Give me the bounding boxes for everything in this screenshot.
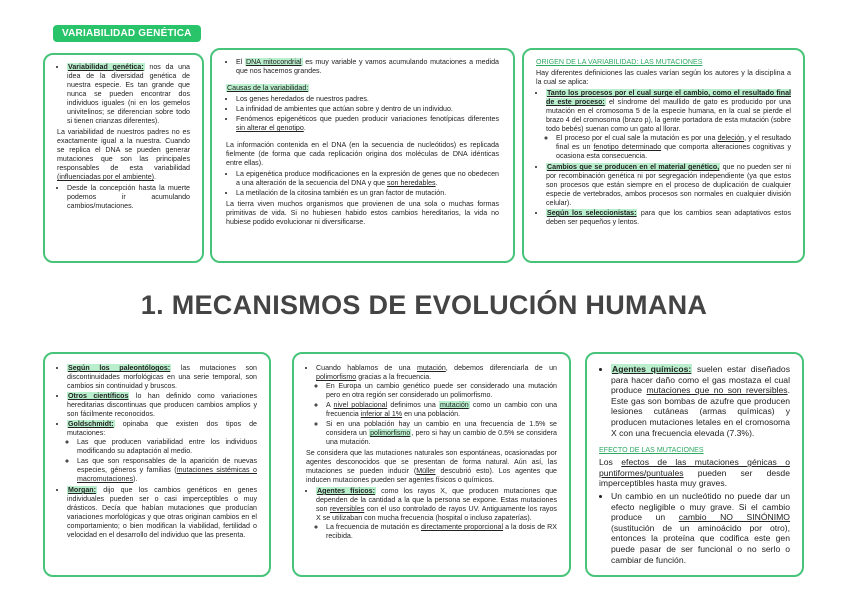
highlight-term: Tanto los procesos por el cual surge el cambio, como el resultado final de este proceso: bbox=[546, 89, 791, 106]
text: nos da una idea de la diversidad genética de nuestra especie. Es tan grande que nunca se pueden encontrar dos individuos iguales (ni en los gemelos univitelinos; se diferencian sobre todo si tienen crianzas diferentes). bbox=[67, 63, 191, 125]
underlined-text: Müller bbox=[416, 467, 436, 475]
list-item bbox=[546, 89, 791, 161]
list bbox=[536, 89, 791, 227]
list bbox=[57, 364, 257, 540]
list-item: • Desde la concepción hasta la muerte podemos ir acumulando cambios/mutaciones. bbox=[67, 184, 190, 211]
underlined-text: reversibles bbox=[329, 505, 365, 513]
list-item: ◦ En Europa un cambio genético puede ser considerado una mutación pero en otra región ser considerado un polimorfismo. bbox=[326, 382, 557, 400]
text: con el uso controlado de rayos UV. Antiguamente los rayos X se utilizaban con mucha frecuencia (hospital o incluso zapaterías). bbox=[316, 505, 557, 522]
text: ). bbox=[133, 475, 138, 483]
highlight-term: DNA mitocondrial bbox=[246, 58, 302, 66]
highlight-term: Cambios que se producen en el material genético, bbox=[547, 163, 720, 171]
sub-list bbox=[546, 134, 791, 161]
list bbox=[306, 364, 557, 447]
card-heading: ORIGEN DE LA VARIABILIDAD: LAS MUTACIONES bbox=[536, 58, 703, 66]
list-item bbox=[77, 457, 257, 484]
highlight-term: Causas de la variabilidad: bbox=[227, 84, 309, 92]
text: que no pueden ser ni por recombinación genética ni por segregación independiente (ya que estos son procesos que están siempre en el proceso de duplicación de cualquier especie de vertebrados, ambos procesos son normales en cualquier división celular). bbox=[546, 163, 791, 207]
underlined-text: polimorfismo bbox=[316, 373, 357, 381]
text: Las que son responsables de la aparición de nuevas especies, géneros y familias ( bbox=[77, 457, 257, 474]
list-item bbox=[611, 491, 790, 565]
list-item bbox=[67, 420, 257, 484]
paragraph: Hay diferentes definiciones las cuales varían según los autores y la disciplina a la cual se aplica: bbox=[536, 69, 791, 86]
list bbox=[226, 95, 499, 133]
paragraph bbox=[57, 128, 190, 182]
highlight-term: Morgan: bbox=[68, 486, 96, 494]
list-item bbox=[67, 364, 257, 391]
list-item bbox=[236, 58, 499, 76]
text: , pero si hay un cambio de 0.5% se considera una mutación. bbox=[326, 429, 557, 446]
text: La variabilidad de nuestros padres no es exactamente igual a la nuestra. Cuando se replica el DNA se pueden generar mutaciones que son las principales responsables de esta variabilidad bbox=[57, 128, 190, 172]
text: Si en una población hay un cambio en una frecuencia de 1.5% se considera un bbox=[326, 420, 557, 437]
text: , y el resultado final es un bbox=[556, 134, 791, 151]
underlined-text: deleción bbox=[717, 134, 745, 142]
text: Fenómenos epigenéticos que pueden producir variaciones fenotípicas diferentes bbox=[236, 115, 499, 123]
text: Cuando hablamos de una bbox=[316, 364, 417, 372]
underlined-text: inferior al 1% bbox=[360, 410, 403, 418]
highlight-term: Goldschmidt: bbox=[68, 420, 114, 428]
section-tag: VARIABILIDAD GENÉTICA bbox=[53, 25, 201, 42]
text: . bbox=[303, 124, 306, 132]
list-item: ◦ Las que producen variabilidad entre los individuos modificando su adaptación al medio. bbox=[77, 438, 257, 456]
underlined-text: mutaciones que no son reversibles bbox=[646, 385, 788, 396]
text: La frecuencia de mutación es bbox=[326, 523, 421, 531]
text: Se considera que las mutaciones naturales son espontáneas, ocasionadas por agentes desconocidos que se presentan de forma natural. Aún así, las mutaciones se pueden inducir ( bbox=[306, 449, 557, 475]
text: suelen estar diseñados para hacer daño como el gas mostaza el cual produce bbox=[611, 364, 790, 396]
list-item bbox=[316, 364, 557, 447]
list-item bbox=[546, 209, 791, 227]
underlined-text: nivel poblacional bbox=[333, 401, 388, 409]
text: Los bbox=[599, 457, 622, 468]
highlight-term: Agentes químicos: bbox=[612, 364, 692, 374]
list-item bbox=[236, 115, 499, 133]
underlined-text: efectos de las mutaciones génicas o puntiformes/puntuales bbox=[599, 457, 790, 478]
list-item bbox=[67, 392, 257, 419]
highlight-term: Agentes físicos: bbox=[317, 487, 375, 495]
list bbox=[226, 58, 499, 76]
text: que comporta alteraciones cognitivas y ocasiona esta consecuencia. bbox=[556, 143, 791, 160]
text: a la dosis de RX recibida. bbox=[326, 523, 557, 540]
card-chemical-agents bbox=[585, 352, 804, 577]
text: es muy variable y vamos acumulando mutaciones a medida que nos hacemos grandes. bbox=[236, 58, 499, 75]
underlined-text: mutación bbox=[416, 364, 446, 372]
text: La epigenética produce modificaciones en la expresión de genes que no obedecen a una alteración de la secuencia del DNA y que bbox=[236, 170, 499, 187]
underlined-text: sin alterar el genotipo bbox=[236, 124, 304, 132]
text: (sustitución de un aminoácido por otro), entonces la proteína que codifica este gen puede pasar de ser funcional o no serlo o cambiar de función. bbox=[611, 522, 790, 565]
paragraph bbox=[599, 457, 790, 489]
card-causes-variability bbox=[210, 48, 515, 263]
text: opinaba que existen dos tipos de mutaciones: bbox=[67, 420, 257, 437]
card-genetic-variability bbox=[43, 53, 204, 263]
page-title: 1. MECANISMOS DE EVOLUCIÓN HUMANA bbox=[140, 290, 708, 320]
list bbox=[226, 170, 499, 198]
list bbox=[57, 184, 190, 211]
subheading bbox=[226, 84, 499, 93]
paragraph: La información contenida en el DNA (en la secuencia de nucleótidos) es replicada fielmente (de forma que cada replicación origina dos moléculas de DNA idénticas entre ellas). bbox=[226, 141, 499, 167]
list-item bbox=[67, 63, 190, 126]
highlight-term: Otros científicos bbox=[68, 392, 129, 400]
underlined-text: cambio NO SINÓNIMO bbox=[678, 512, 790, 523]
text: como los rayos X, que producen mutaciones que dependen de la cantidad a la que la persona se expone. Estas mutaciones son bbox=[316, 487, 557, 513]
list-item: • La infinidad de ambientes que actúan sobre y dentro de un individuo. bbox=[236, 105, 499, 114]
underlined-text: son heredables bbox=[387, 179, 436, 187]
list bbox=[306, 487, 557, 541]
list-item bbox=[326, 420, 557, 447]
text: El proceso por el cual sale la mutación es por una bbox=[556, 134, 718, 142]
text: descubrió esto). Los agentes que inducen mutaciones pueden ser agentes físicos o químicos. bbox=[306, 467, 557, 484]
highlight-term: mutación bbox=[439, 401, 469, 409]
list-item bbox=[316, 487, 557, 541]
highlight-term: Variabilidad genética: bbox=[68, 63, 144, 71]
underlined-text: (influenciadas por el ambiente) bbox=[57, 173, 155, 181]
sub-list bbox=[316, 523, 557, 541]
text: gracias a la frecuencia. bbox=[356, 373, 432, 381]
list-item bbox=[326, 523, 557, 541]
text: el síndrome del maullido de gato es producido por una mutación en el cromosoma 5 de la especie humana, en la cual se pierde el brazo 4 del cromosoma (brazo p), la gente portadora de esta mutación (sobre todo bebés) suenan como un gato al llorar. bbox=[546, 98, 791, 133]
text: . Este gas son bombas de azufre que producen lesiones cutáneas (armas químicas) y producen mutaciones letales en el cromosoma X con una frecuencia elevada (7.3%). bbox=[611, 385, 790, 438]
list-item bbox=[556, 134, 791, 161]
list-item bbox=[236, 170, 499, 188]
list bbox=[599, 491, 790, 565]
card-origin-variability bbox=[522, 48, 805, 263]
card-heading: EFECTO DE LAS MUTACIONES bbox=[599, 446, 704, 455]
highlight-term: polimorfismo bbox=[370, 429, 411, 437]
sub-list bbox=[316, 382, 557, 447]
list-item bbox=[546, 163, 791, 208]
text: Un cambio en un nucleótido no puede dar un efecto negligible o muy grave. Si el cambio produce un bbox=[611, 490, 790, 523]
card-mutation-vs-polymorphism bbox=[292, 352, 571, 577]
highlight-term: Según los paleontólogos: bbox=[68, 364, 171, 372]
text: , debemos diferenciarla de un bbox=[445, 364, 557, 372]
sub-list bbox=[67, 438, 257, 484]
list-item bbox=[611, 364, 790, 438]
card-mutation-definitions bbox=[43, 352, 271, 577]
paragraph: La tierra viven muchos organismos que provienen de una sola o muchas formas primitivas de vida. Si no hubiesen habido estos cambios hereditarios, la vida no hubiese podido evolucionar ni diversificarse. bbox=[226, 200, 499, 226]
text: El bbox=[236, 58, 245, 66]
text: las mutaciones son discontinuidades morfológicas en una serie temporal, son cambios sin continuidad y bruscos. bbox=[67, 364, 257, 390]
list-item bbox=[67, 486, 257, 540]
underlined-text: fenotipo determinado bbox=[593, 143, 662, 151]
paragraph bbox=[306, 449, 557, 485]
text: como un cambio con una frecuencia bbox=[326, 401, 558, 418]
highlight-term: Según los seleccionistas: bbox=[547, 209, 637, 217]
underlined-text: mutaciones sistémicas o macromutaciones bbox=[77, 466, 257, 483]
text: . bbox=[435, 179, 438, 187]
text: . bbox=[154, 173, 156, 181]
text: para que los cambios sean adaptativos estos deben ser pequeños y lentos. bbox=[546, 209, 792, 226]
list-item: • Los genes heredados de nuestros padres. bbox=[236, 95, 499, 104]
list-item bbox=[326, 401, 557, 419]
text: lo han definido como variaciones hereditarias discontinuas que producen cambios amplios y son fácilmente reconocidos. bbox=[67, 392, 257, 418]
text: A bbox=[326, 401, 334, 409]
list bbox=[57, 63, 190, 126]
list bbox=[599, 364, 790, 438]
underlined-text: directamente proporcional bbox=[420, 523, 504, 531]
text: definimos una bbox=[387, 401, 439, 409]
text: pueden ser desde imperceptibles hasta muy graves. bbox=[599, 467, 790, 489]
text: en una población. bbox=[402, 410, 461, 418]
text: dijo que los cambios genéticos en genes individuales pueden ser o casi imperceptibles o muy drásticos. Decía que habían mutaciones que producían variaciones morfológicas y que otras originan cambios en el comportamiento; o bien modifican la viabilidad, fertilidad o velocidad en el desarrollo del individuo que las presenta. bbox=[67, 486, 257, 539]
list-item: • La metilación de la citosina también es un gran factor de mutación. bbox=[236, 189, 499, 198]
